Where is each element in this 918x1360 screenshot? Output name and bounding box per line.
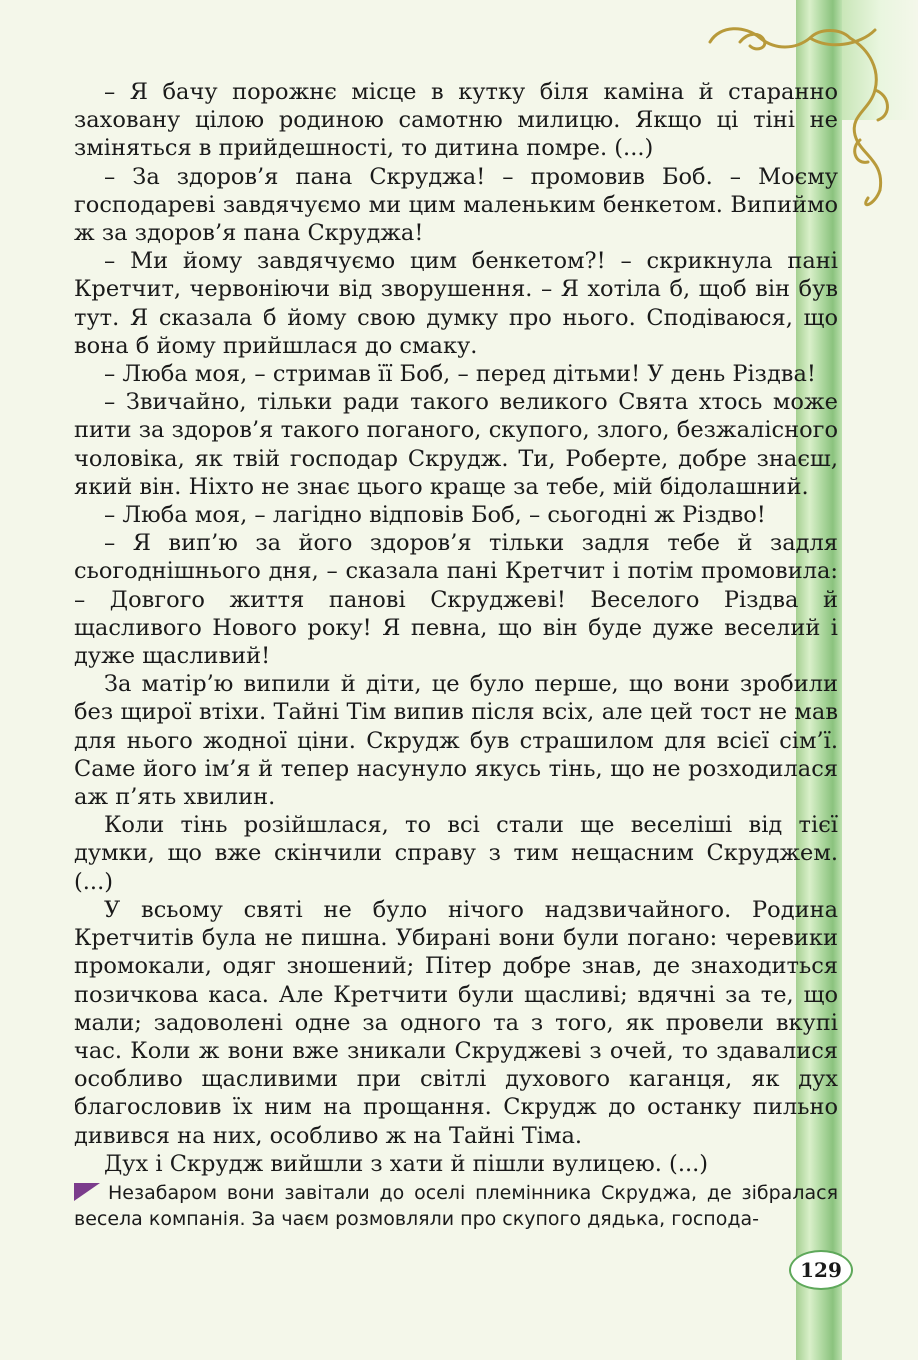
page-number: 129 bbox=[789, 1250, 853, 1290]
editorial-note bbox=[74, 1180, 838, 1232]
note-marker-icon bbox=[74, 1183, 100, 1201]
paragraph: – Звичайно, тільки ради такого великого Свята хтось може пити за здоров’я такого поганого, скупого, злого, безжалісного чоловіка, як твій господар Скрудж. Ти, Роберте, добре знаєш, який він. Ніхто не знає цього краще за тебе, мій бідолашний. bbox=[74, 389, 838, 500]
paragraph: У всьому святі не було нічого надзвичайного. Родина Кретчитів була не пишна. Убирані вони були погано: черевики промокали, одяг зношений; Пітер добре знав, де знаходиться позичкова каса. Але Кретчити були щасливі; вдячні за те, що мали; задоволені одне за одного та з того, як провели вкупі час. Коли ж вони вже зникали Скруджеві з очей, то здавалися особливо щасливими при світлі духового каганця, як дух благословив їх ним на прощання. Скрудж до останку пильно дивився на них, особливо ж на Тайні Тіма. bbox=[74, 896, 838, 1149]
paragraph: – Ми йому завдячуємо цим бенкетом?! – скрикнула пані Кретчит, червоніючи від зворушення. – Я хотіла б, щоб він був тут. Я сказала б йому свою думку про нього. Сподіваюся, що вона б йому прийшлася до смаку. bbox=[74, 248, 838, 359]
paragraph: Коли тінь розійшлася, то всі стали ще веселіші від тієї думки, що вже скінчили справу з тим нещасним Скруджем. (...) bbox=[74, 812, 838, 895]
paragraph: – За здоров’я пана Скруджа! – промовив Боб. – Моєму господареві завдячуємо ми цим маленьким бенкетом. Випиймо ж за здоров’я пана Скруджа! bbox=[74, 163, 838, 247]
paragraph: Дух і Скрудж вийшли з хати й пішли вулицею. (...) bbox=[104, 1150, 709, 1177]
paragraph: – Я бачу порожнє місце в кутку біля каміна й старанно заховану цілою родиною самотню милицю. Якщо ці тіні не зміняться в прийдешності, то дитина помре. (...) bbox=[74, 79, 838, 162]
main-text bbox=[74, 78, 838, 1178]
paragraph: – Люба моя, – стримав її Боб, – перед дітьми! У день Різдва! bbox=[104, 361, 816, 388]
paragraph: – Люба моя, – лагідно відповів Боб, – сьогодні ж Різдво! bbox=[104, 502, 766, 529]
paragraph: – Я вип’ю за його здоров’я тільки задля тебе й задля сьогоднішнього дня, – сказала пані Кретчит і потім промовила: – Довгого життя панові Скруджеві! Веселого Різдва й щасливого Нового року! Я певна, що він буде дуже веселий і дуже щасливий! bbox=[74, 530, 838, 670]
note-text: Незабаром вони завітали до оселі племінника Скруджа, де зібралася весела компанія. За чаєм розмовляли про скупого дядька, господа- bbox=[74, 1182, 838, 1230]
paragraph: За матір’ю випили й діти, це було перше, що вони зробили без щирої втіхи. Тайні Тім випив після всіх, але цей тост не мав для нього жодної ціни. Скрудж був страшилом для всієї сім’ї. Саме його ім’я й тепер насунуло якусь тінь, що не розходилася аж п’ять хвилин. bbox=[74, 671, 838, 811]
